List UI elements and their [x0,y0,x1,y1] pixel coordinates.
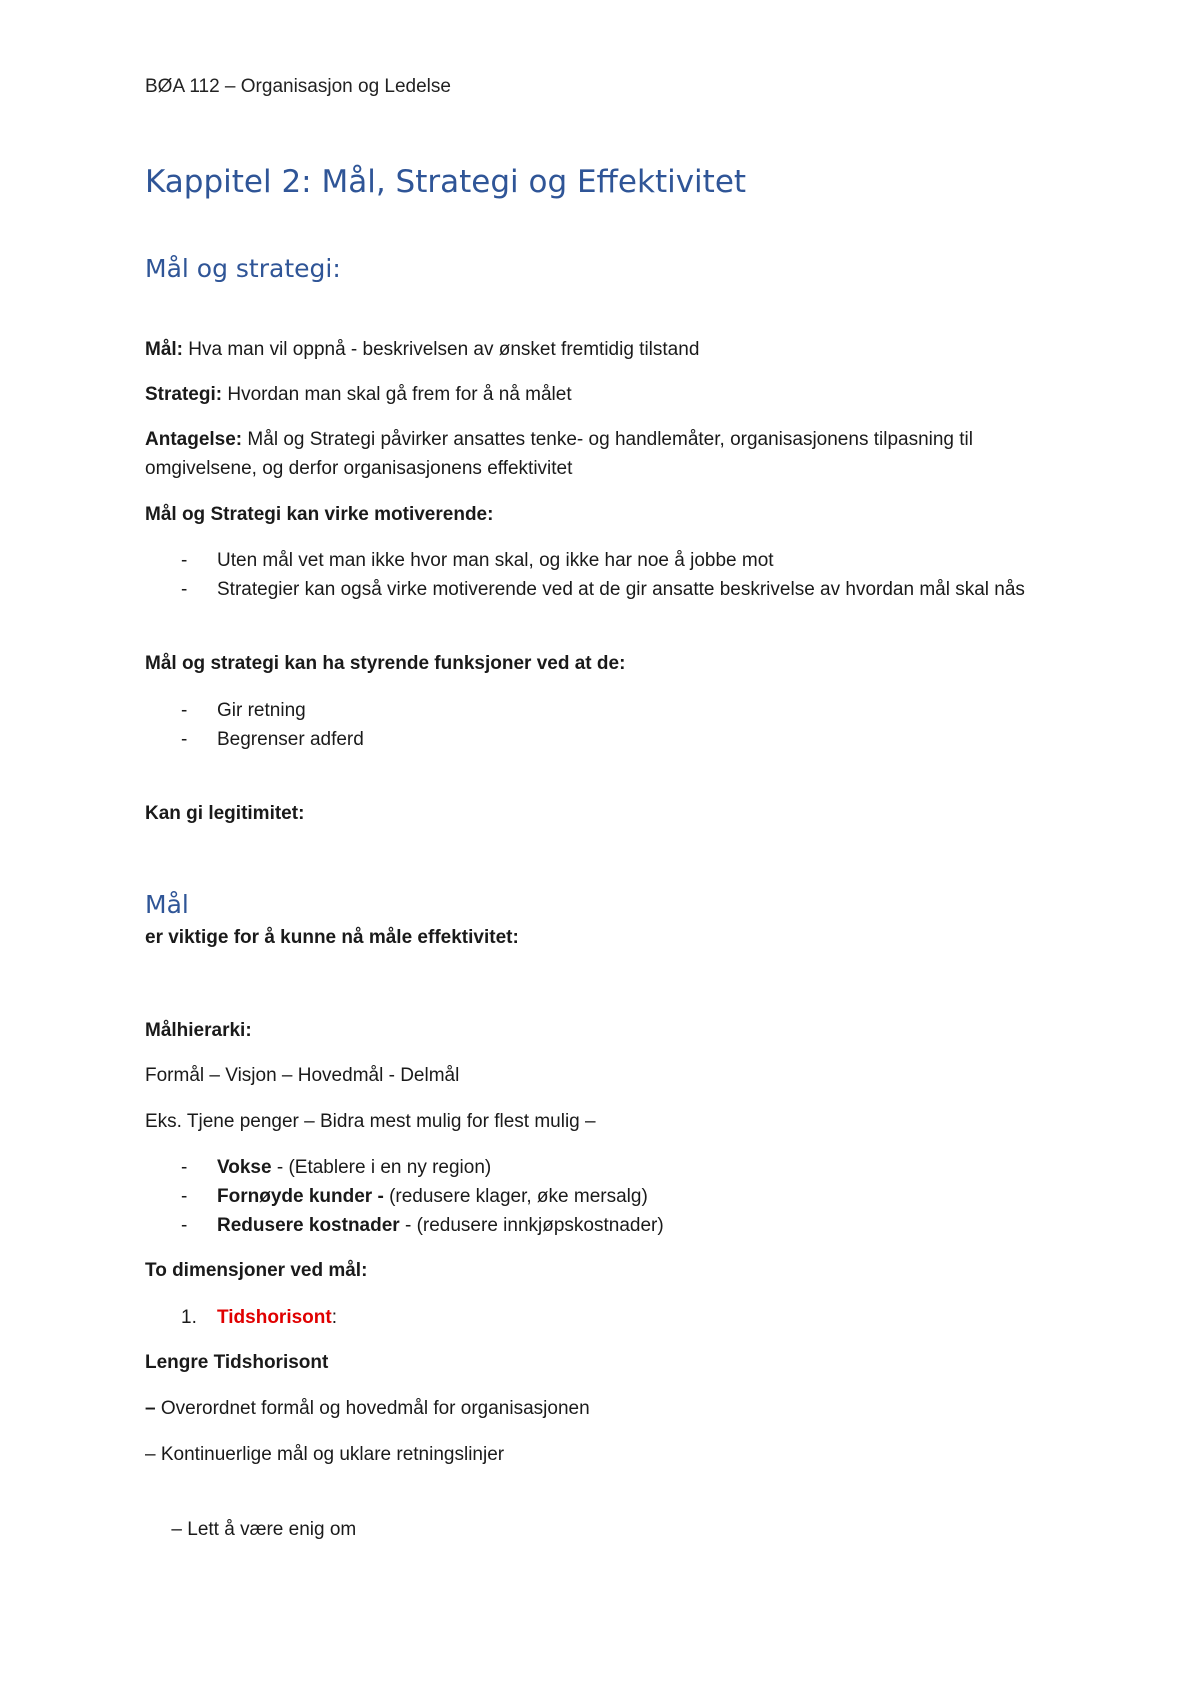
definition-antagelse: Antagelse: Mål og Strategi påvirker ansattes tenke- og handlemåter, organisasjonens tilpasning til omgivelsene, og derfor organisasjonens effektivitet [145,429,974,479]
lengre-line: – Overordnet formål og hovedmål for organisasjonen [145,1398,590,1419]
section-heading-mal: Mål [145,890,189,919]
definition-mal: Mål: Hva man vil oppnå - beskrivelsen av ønsket fremtidig tilstand [145,339,700,360]
hierarki-line: Formål – Visjon – Hovedmål - Delmål [145,1065,460,1086]
lengre-line: – Lett å være enig om [166,1519,357,1540]
example-line: Eks. Tjene penger – Bidra mest mulig for flest mulig – [145,1111,596,1132]
mal-subheading: er viktige for å kunne nå måle effektivitet: [145,927,519,948]
section-heading-mal-og-strategi: Mål og strategi: [145,254,341,283]
lengre-heading: Lengre Tidshorisont [145,1352,329,1373]
legit-heading: Kan gi legitimitet: [145,803,305,824]
motiv-heading: Mål og Strategi kan virke motiverende: [145,504,494,525]
lengre-line: – Kontinuerlige mål og uklare retningslinjer [145,1444,505,1465]
page-header: BØA 112 – Organisasjon og Ledelse [145,76,451,97]
dimensjoner-heading: To dimensjoner ved mål: [145,1260,368,1281]
hierarki-heading: Målhierarki: [145,1020,252,1041]
definition-strategi: Strategi: Hvordan man skal gå frem for å nå målet [145,384,572,405]
styr-heading: Mål og strategi kan ha styrende funksjoner ved at de: [145,653,626,674]
chapter-title: Kappitel 2: Mål, Strategi og Effektivitet [145,164,747,200]
